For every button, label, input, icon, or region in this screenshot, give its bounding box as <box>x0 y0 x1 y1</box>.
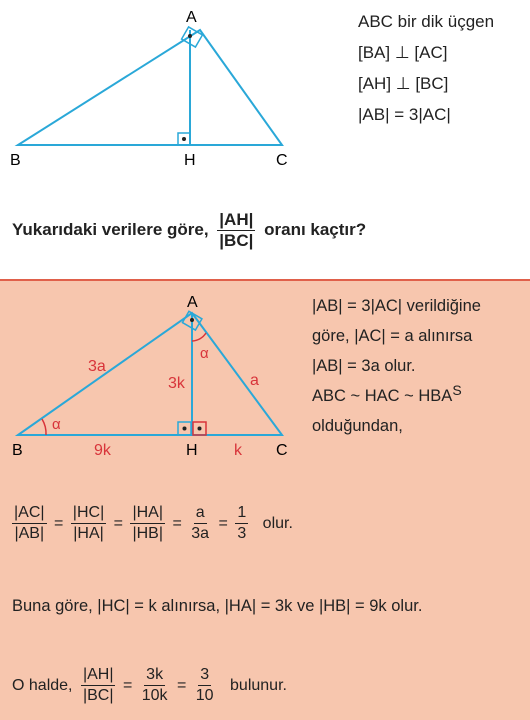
fraction-denominator: |AB| <box>14 525 45 542</box>
side-bh-label: 9k <box>94 442 111 459</box>
question-suffix: oranı kaçtır? <box>264 219 367 239</box>
fraction-numerator: 1 <box>235 503 248 524</box>
ratio-suffix: olur. <box>262 514 293 532</box>
ratio-fraction <box>189 503 211 544</box>
ratio-fraction <box>12 503 47 544</box>
problem-panel <box>0 0 530 280</box>
fraction-denominator: |BC| <box>219 231 254 250</box>
solution-explanation <box>312 291 481 441</box>
right-angle-dot-a <box>190 318 194 322</box>
equals-sign: = <box>176 676 187 694</box>
equals-sign: = <box>122 676 133 694</box>
fraction-numerator: |AC| <box>12 503 47 524</box>
fraction-numerator: a <box>194 503 207 524</box>
angle-arc-b <box>42 419 46 435</box>
final-suffix: bulunur. <box>230 676 287 694</box>
similarity-statement: ABC ~ HAC ~ HBA <box>312 387 453 405</box>
final-fraction <box>140 665 170 706</box>
final-prefix: O halde, <box>12 676 73 694</box>
side-ah-label: 3k <box>168 375 185 392</box>
explanation-line: |AB| = 3|AC| verildiğine <box>312 297 481 315</box>
question-prefix: Yukarıdaki verilere göre, <box>12 219 209 239</box>
vertex-h-label: H <box>184 152 196 169</box>
final-equation <box>12 665 287 706</box>
given-item: [BA] ⊥ [AC] <box>358 43 448 62</box>
fraction-numerator: 3 <box>198 665 211 686</box>
given-item: [AH] ⊥ [BC] <box>358 74 449 93</box>
vertex-c-label: C <box>276 152 288 169</box>
question-fraction <box>217 210 255 251</box>
fraction-numerator: |AH| <box>219 210 254 229</box>
ratio-fraction <box>71 503 106 544</box>
triangle-abc <box>18 30 282 145</box>
angle-alpha-b-label: α <box>52 416 61 433</box>
fraction-denominator: |HA| <box>73 525 104 542</box>
problem-triangle-figure <box>0 0 330 180</box>
question-text <box>12 210 366 251</box>
fraction-numerator: |HA| <box>130 503 165 524</box>
vertex-h-label: H <box>186 442 198 459</box>
given-item: |AB| = 3|AC| <box>358 105 451 124</box>
solution-panel <box>0 281 530 720</box>
explanation-line: |AB| = 3a olur. <box>312 357 416 375</box>
equals-sign: = <box>54 514 64 532</box>
ratio-fraction <box>130 503 165 544</box>
vertex-b-label: B <box>12 442 23 459</box>
angle-alpha-a-label: α <box>200 345 209 362</box>
final-fraction <box>81 665 116 706</box>
equals-sign: = <box>113 514 124 532</box>
given-list <box>358 6 494 130</box>
angle-arc-a <box>192 333 206 341</box>
side-hc-label: k <box>234 442 242 459</box>
right-angle-dot-h-left <box>183 427 187 431</box>
given-item: ABC bir dik üçgen <box>358 12 495 31</box>
fraction-denominator: |HB| <box>132 525 164 542</box>
vertex-b-label: B <box>10 152 21 169</box>
fraction-numerator: |HC| <box>71 503 106 524</box>
substitution-line: Buna göre, |HC| = k alınırsa, |HA| = 3k ve |HB| = 9k olur. <box>12 597 423 615</box>
final-fraction <box>194 665 216 706</box>
similarity-mark: S <box>452 382 462 398</box>
side-ab-label: 3a <box>88 358 106 375</box>
right-angle-dot-h-right <box>198 427 202 431</box>
vertex-a-label: A <box>186 9 197 26</box>
vertex-c-label: C <box>276 442 288 459</box>
fraction-denominator: 10 <box>195 687 214 704</box>
ratio-equation <box>12 503 293 544</box>
fraction-denominator: 10k <box>141 687 168 704</box>
right-angle-dot-h <box>182 137 186 141</box>
fraction-numerator: |AH| <box>81 665 116 686</box>
right-angle-dot-a <box>188 34 192 38</box>
explanation-line: göre, |AC| = a alınırsa <box>312 327 473 345</box>
solution-triangle-figure <box>0 281 310 466</box>
equals-sign: = <box>218 514 228 532</box>
side-ac-label: a <box>250 372 259 389</box>
explanation-line <box>312 381 481 411</box>
equals-sign: = <box>172 514 182 532</box>
fraction-denominator: 3 <box>237 525 247 542</box>
explanation-line: olduğundan, <box>312 417 403 435</box>
vertex-a-label: A <box>187 294 198 311</box>
fraction-denominator: 3a <box>191 525 210 542</box>
fraction-denominator: |BC| <box>82 687 114 704</box>
fraction-numerator: 3k <box>144 665 165 686</box>
ratio-fraction <box>235 503 248 544</box>
